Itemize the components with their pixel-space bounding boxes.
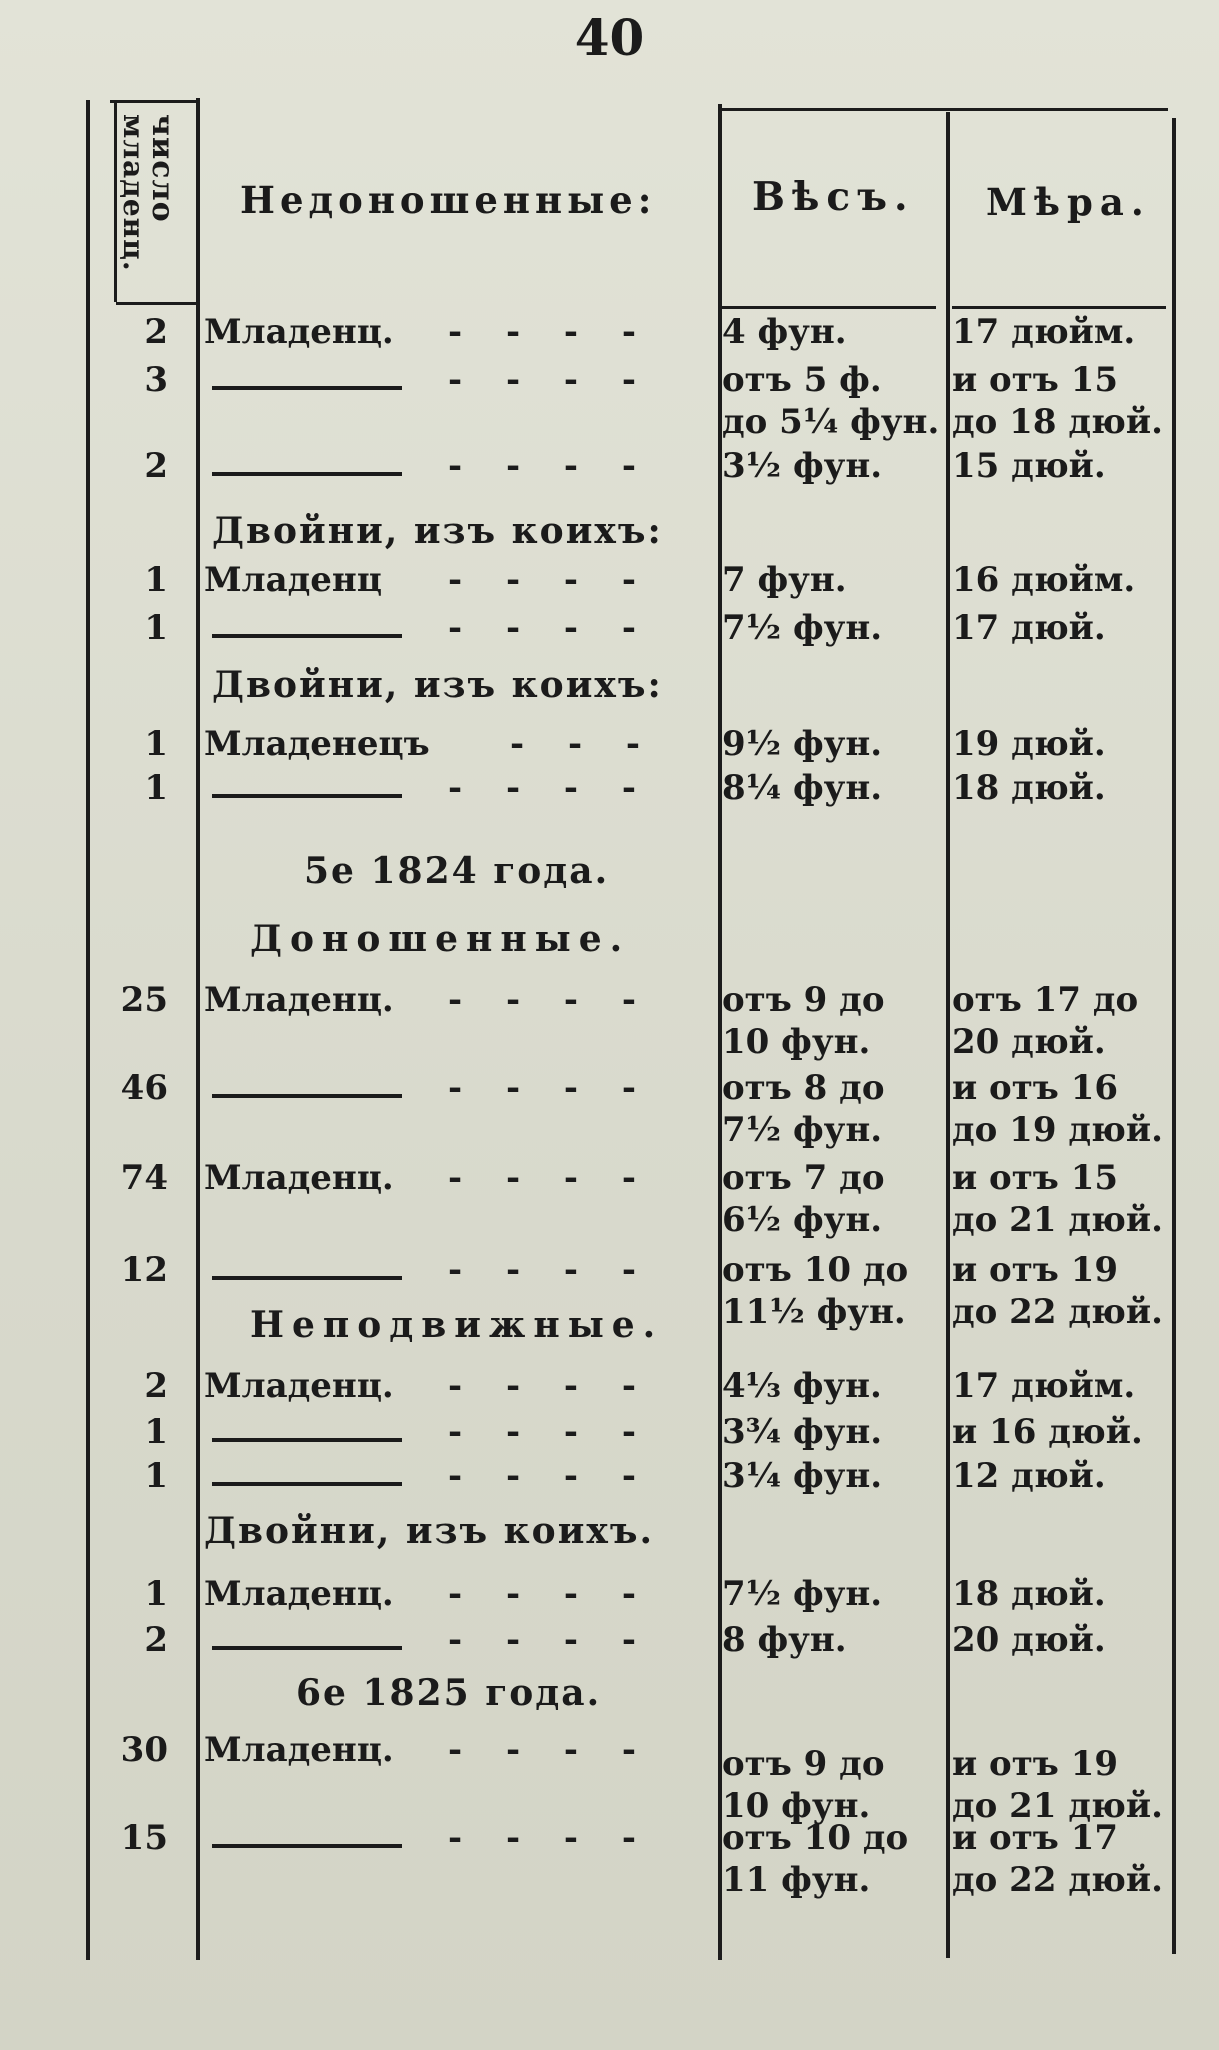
row-measure-cont: 20 дюй. [952, 1022, 1106, 1062]
row-weight: 7½ фун. [722, 608, 883, 648]
section-stillborn: Неподвижные. [250, 1304, 664, 1346]
count-column-divider [196, 98, 200, 1960]
row-measure: и отъ 19 [952, 1250, 1119, 1290]
row-weight: 4 фун. [722, 312, 847, 352]
row-leader-dots: - - - - [448, 1250, 652, 1290]
row-leader-dots: - - - - [448, 1412, 652, 1452]
row-count: 1 [144, 1412, 168, 1452]
count-column-header [112, 110, 212, 310]
row-weight: 3¼ фун. [722, 1456, 883, 1496]
row-weight: отъ 8 до [722, 1068, 885, 1108]
table-title: Недоношенные: [240, 178, 657, 222]
row-count: 1 [144, 768, 168, 808]
count-header-top-rule [110, 100, 200, 103]
section-twins-2: Двойни, изъ коихъ: [212, 664, 663, 706]
row-weight: 4⅓ фун. [722, 1366, 882, 1406]
row-label: Младенц. [204, 980, 394, 1020]
row-leader-dots: - - - - [448, 312, 652, 352]
section-year-1825: 6е 1825 года. [296, 1672, 602, 1714]
row-leader-dots: - - - - [448, 1366, 652, 1406]
row-count: 46 [120, 1068, 168, 1108]
row-measure-cont: до 22 дюй. [952, 1860, 1163, 1900]
table-right-border [1172, 118, 1176, 1954]
section-year-1824: 5е 1824 года. [304, 850, 610, 892]
row-leader-dots: - - - - [448, 768, 652, 808]
row-weight-cont: 10 фун. [722, 1786, 871, 1826]
row-weight: отъ 9 до [722, 1744, 885, 1784]
row-leader-dots: - - - - [448, 1456, 652, 1496]
row-measure: и отъ 15 [952, 360, 1119, 400]
row-measure-cont: до 19 дюй. [952, 1110, 1163, 1150]
row-leader-dots: - - - - [448, 980, 652, 1020]
row-count: 25 [120, 980, 168, 1020]
row-measure: 17 дюйм. [952, 1366, 1136, 1406]
row-label: Младенц [204, 560, 382, 600]
row-measure: 15 дюй. [952, 446, 1106, 486]
row-measure: 20 дюй. [952, 1620, 1106, 1660]
row-leader-dots: - - - - [448, 1158, 652, 1198]
row-count: 1 [144, 1456, 168, 1496]
row-weight: отъ 10 до [722, 1818, 909, 1858]
row-leader-dots: - - - - [448, 608, 652, 648]
row-leader-dots: - - - [510, 724, 657, 764]
row-weight: отъ 10 до [722, 1250, 909, 1290]
row-label: Младенц. [204, 312, 394, 352]
section-twins-3: Двойни, изъ коихъ. [204, 1510, 654, 1552]
row-weight: 8¼ фун. [722, 768, 883, 808]
row-measure: и отъ 19 [952, 1744, 1119, 1784]
row-weight: отъ 7 до [722, 1158, 885, 1198]
ditto-rule [212, 1276, 402, 1280]
row-count: 2 [144, 1366, 168, 1406]
ditto-rule [212, 794, 402, 798]
row-count: 15 [120, 1818, 168, 1858]
page-number: 40 [574, 8, 645, 67]
row-count: 1 [144, 724, 168, 764]
row-count: 1 [144, 560, 168, 600]
weight-column-header: Вѣсъ. [752, 174, 915, 220]
row-label: Младенц. [204, 1574, 394, 1614]
row-measure: отъ 17 до [952, 980, 1139, 1020]
measure-column-header: Мѣра. [986, 180, 1151, 224]
row-measure: 12 дюй. [952, 1456, 1106, 1496]
ditto-rule [212, 1646, 402, 1650]
measure-header-bottom-rule [952, 306, 1166, 309]
row-measure-cont: до 18 дюй. [952, 402, 1163, 442]
row-count: 1 [144, 1574, 168, 1614]
ditto-rule [212, 472, 402, 476]
section-full-term: Доношенные. [250, 918, 631, 960]
row-measure: и отъ 16 [952, 1068, 1119, 1108]
row-count: 3 [144, 360, 168, 400]
weight-measure-divider [946, 112, 950, 1958]
row-leader-dots: - - - - [448, 1730, 652, 1770]
row-weight-cont: до 5¼ фун. [722, 402, 940, 442]
table-top-rule [720, 108, 1168, 111]
row-label: Младенц. [204, 1730, 394, 1770]
row-weight: 8 фун. [722, 1620, 847, 1660]
ditto-rule [212, 634, 402, 638]
weight-header-bottom-rule [722, 306, 936, 309]
row-leader-dots: - - - - [448, 360, 652, 400]
row-leader-dots: - - - - [448, 1818, 652, 1858]
row-weight-cont: 11 фун. [722, 1860, 871, 1900]
row-label: Младенц. [204, 1366, 394, 1406]
row-leader-dots: - - - - [448, 446, 652, 486]
row-measure: 17 дюйм. [952, 312, 1136, 352]
row-measure: и отъ 15 [952, 1158, 1119, 1198]
row-count: 2 [144, 1620, 168, 1660]
row-weight: отъ 5 ф. [722, 360, 882, 400]
row-leader-dots: - - - - [448, 560, 652, 600]
row-count: 12 [120, 1250, 168, 1290]
row-weight: 7 фун. [722, 560, 847, 600]
ditto-rule [212, 1438, 402, 1442]
row-weight: 3¾ фун. [722, 1412, 883, 1452]
row-count: 1 [144, 608, 168, 648]
row-measure-cont: до 21 дюй. [952, 1786, 1163, 1826]
row-weight: 7½ фун. [722, 1574, 883, 1614]
row-leader-dots: - - - - [448, 1574, 652, 1614]
row-label: Младенецъ [204, 724, 430, 764]
row-weight-cont: 10 фун. [722, 1022, 871, 1062]
row-leader-dots: - - - - [448, 1068, 652, 1108]
row-weight-cont: 6½ фун. [722, 1200, 883, 1240]
row-label: Младенц. [204, 1158, 394, 1198]
row-weight-cont: 7½ фун. [722, 1110, 883, 1150]
row-leader-dots: - - - - [448, 1620, 652, 1660]
row-measure: 19 дюй. [952, 724, 1106, 764]
ditto-rule [212, 1094, 402, 1098]
row-weight: отъ 9 до [722, 980, 885, 1020]
row-measure: 18 дюй. [952, 1574, 1106, 1614]
row-measure-cont: до 21 дюй. [952, 1200, 1163, 1240]
row-measure: и 16 дюй. [952, 1412, 1143, 1452]
ditto-rule [212, 386, 402, 390]
row-measure-cont: до 22 дюй. [952, 1292, 1163, 1332]
row-count: 2 [144, 312, 168, 352]
row-weight: 9½ фун. [722, 724, 883, 764]
row-measure: и отъ 17 [952, 1818, 1119, 1858]
ditto-rule [212, 1844, 402, 1848]
row-weight-cont: 11½ фун. [722, 1292, 906, 1332]
row-count: 74 [120, 1158, 168, 1198]
row-count: 30 [120, 1730, 168, 1770]
row-measure: 16 дюйм. [952, 560, 1136, 600]
count-header-line1: число [145, 114, 180, 223]
row-count: 2 [144, 446, 168, 486]
row-measure: 17 дюй. [952, 608, 1106, 648]
row-measure: 18 дюй. [952, 768, 1106, 808]
row-weight: 3½ фун. [722, 446, 883, 486]
ditto-rule [212, 1482, 402, 1486]
section-twins-1: Двойни, изъ коихъ: [212, 510, 663, 552]
count-header-line2: младенц. [117, 114, 150, 272]
